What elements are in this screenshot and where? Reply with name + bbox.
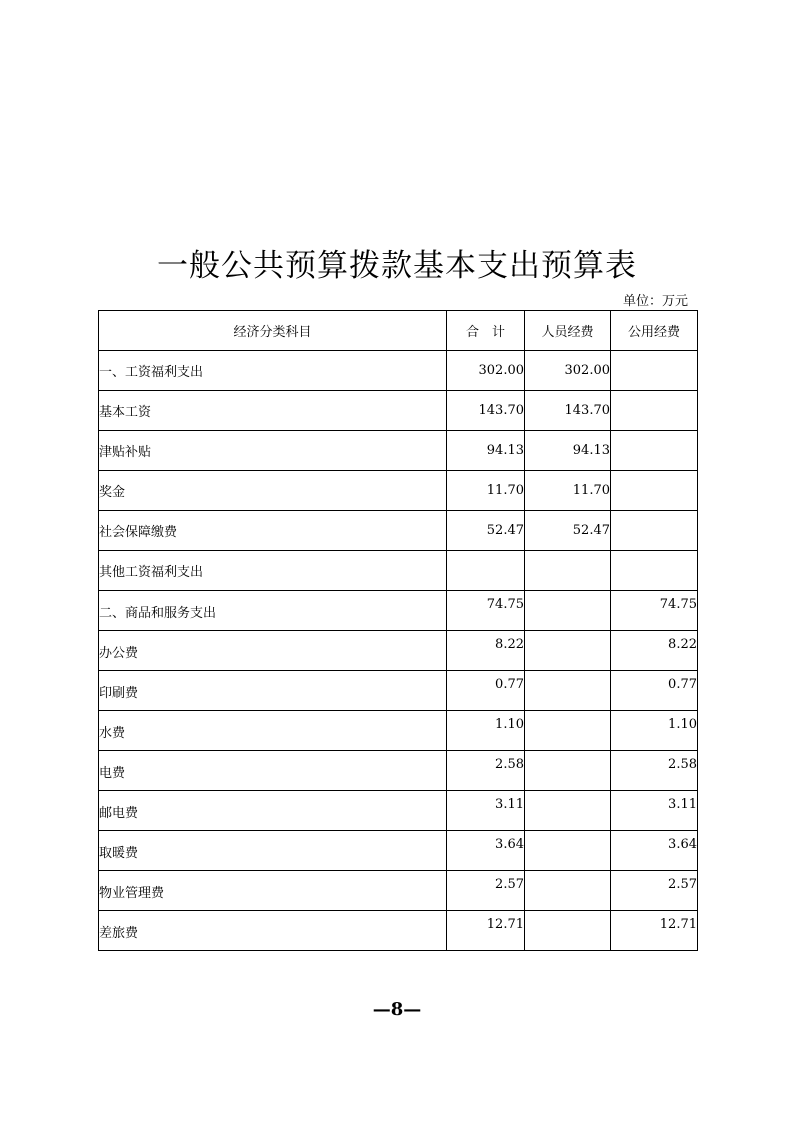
row-public (611, 431, 698, 471)
table-row (99, 631, 698, 671)
table-row (99, 871, 698, 911)
row-item: 津贴补贴 (99, 431, 447, 471)
row-item: 物业管理费 (99, 871, 447, 911)
row-total: 143.70 (447, 391, 525, 431)
row-total: 1.10 (447, 711, 525, 751)
row-public (611, 551, 698, 591)
row-personnel (525, 831, 611, 871)
unit-label: 单位：万元 (622, 294, 688, 309)
table-row (99, 791, 698, 831)
row-item: 取暖费 (99, 831, 447, 871)
table-row (99, 831, 698, 871)
header-public-expense: 公用经费 (611, 311, 698, 351)
row-public (611, 351, 698, 391)
row-item: 水费 (99, 711, 447, 751)
table-row (99, 391, 698, 431)
row-personnel (525, 871, 611, 911)
row-personnel (525, 711, 611, 751)
row-public (611, 471, 698, 511)
table-row (99, 591, 698, 631)
header-economic-category: 经济分类科目 (99, 311, 447, 351)
table-row (99, 911, 698, 951)
row-personnel (525, 591, 611, 631)
header-personnel-expense: 人员经费 (525, 311, 611, 351)
row-public: 1.10 (611, 711, 698, 751)
table-row (99, 431, 698, 471)
row-personnel: 94.13 (525, 431, 611, 471)
row-public: 0.77 (611, 671, 698, 711)
row-public (611, 511, 698, 551)
table-row (99, 671, 698, 711)
row-total: 74.75 (447, 591, 525, 631)
row-public: 3.64 (611, 831, 698, 871)
row-item: 二、商品和服务支出 (99, 591, 447, 631)
row-personnel: 143.70 (525, 391, 611, 431)
row-item: 印刷费 (99, 671, 447, 711)
row-personnel: 302.00 (525, 351, 611, 391)
row-total: 3.11 (447, 791, 525, 831)
row-personnel (525, 551, 611, 591)
row-total (447, 551, 525, 591)
row-personnel (525, 791, 611, 831)
row-item: 社会保障缴费 (99, 511, 447, 551)
row-personnel: 52.47 (525, 511, 611, 551)
row-public: 74.75 (611, 591, 698, 631)
budget-table (98, 310, 698, 951)
page-number: —8— (372, 999, 422, 1020)
row-total: 8.22 (447, 631, 525, 671)
table-row (99, 471, 698, 511)
row-total: 2.57 (447, 871, 525, 911)
row-item: 电费 (99, 751, 447, 791)
row-total: 11.70 (447, 471, 525, 511)
row-public: 2.58 (611, 751, 698, 791)
row-public: 3.11 (611, 791, 698, 831)
table-row (99, 551, 698, 591)
row-public: 8.22 (611, 631, 698, 671)
row-total: 0.77 (447, 671, 525, 711)
row-item: 其他工资福利支出 (99, 551, 447, 591)
row-total: 52.47 (447, 511, 525, 551)
row-item: 基本工资 (99, 391, 447, 431)
row-total: 2.58 (447, 751, 525, 791)
table-header-row (99, 311, 698, 351)
row-personnel (525, 911, 611, 951)
row-total: 12.71 (447, 911, 525, 951)
page-title: 一般公共预算拨款基本支出预算表 (157, 248, 637, 284)
row-personnel (525, 631, 611, 671)
row-personnel (525, 671, 611, 711)
row-total: 302.00 (447, 351, 525, 391)
row-public: 12.71 (611, 911, 698, 951)
table-row (99, 511, 698, 551)
row-item: 一、工资福利支出 (99, 351, 447, 391)
row-personnel: 11.70 (525, 471, 611, 511)
row-public (611, 391, 698, 431)
row-item: 差旅费 (99, 911, 447, 951)
row-total: 94.13 (447, 431, 525, 471)
table-row (99, 751, 698, 791)
row-item: 邮电费 (99, 791, 447, 831)
row-item: 奖金 (99, 471, 447, 511)
table-row (99, 351, 698, 391)
row-total: 3.64 (447, 831, 525, 871)
row-public: 2.57 (611, 871, 698, 911)
row-personnel (525, 751, 611, 791)
table-row (99, 711, 698, 751)
row-item: 办公费 (99, 631, 447, 671)
header-total: 合 计 (447, 311, 525, 351)
